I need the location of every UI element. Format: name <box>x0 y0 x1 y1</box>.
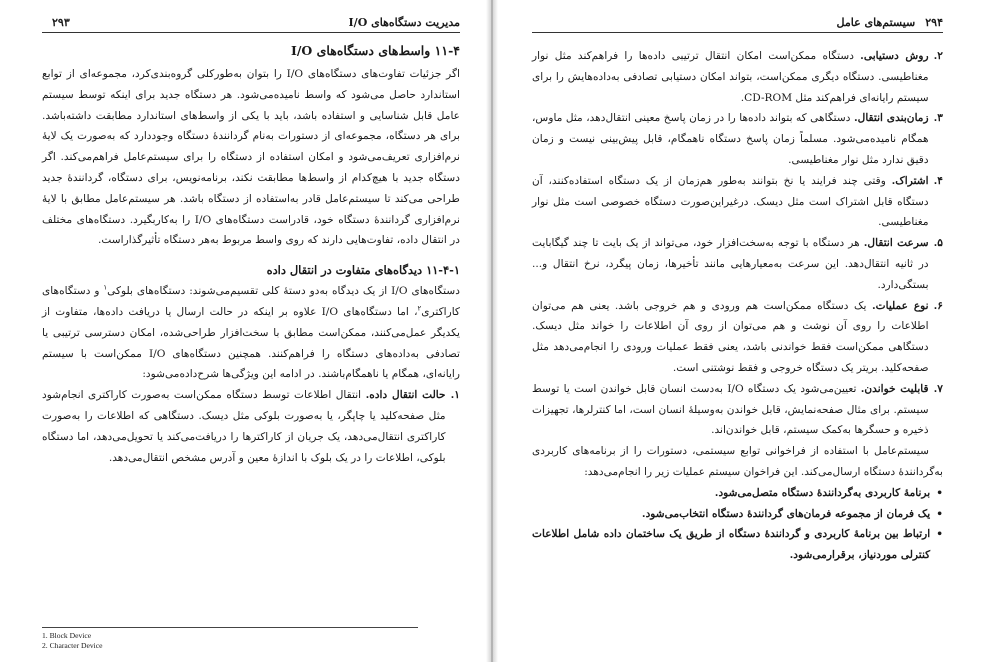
bullet-icon: • <box>936 528 943 541</box>
item-text <box>42 385 446 468</box>
right-header-title: سیستم‌های عامل <box>836 15 916 29</box>
subsection-paragraph-part1: دستگاه‌های I/O از یک دیدگاه به‌دو دستهٔ کلی تقسیم‌می‌شوند: دستگاه‌های بلوکی <box>107 285 460 298</box>
footnote-ref-1: ۱ <box>103 283 108 292</box>
bullet-item <box>532 483 943 504</box>
item-heading: اشتراک. <box>891 174 929 187</box>
item-heading: نوع عملیات. <box>871 299 929 312</box>
item-body: وقتی چند فرایند یا نخ بتوانند به‌طور هم‌زمان از یک دستگاه استفاده‌کنند، آن دستگاه قابل اشتراک است مثل دیسک. درغیراین‌صورت دستگاه خصوصی است مثل نوار مغناطیسی. <box>532 174 929 229</box>
item-body: دستگاهی که بتواند داده‌ها را در زمان پاسخ معینی انتقال‌دهد، مثل ماوس، همگام نامیده‌می‌شود. مسلماً زمان پاسخ دستگاه ناهمگام، قابل پیش‌بینی نیست و زمان دقیق ندارد مثل نوار مغناطیسی. <box>532 112 929 166</box>
numbered-item-4 <box>532 171 943 233</box>
item-body: انتقال اطلاعات توسط دستگاه ممکن‌است به‌صورت کاراکتری انجام‌شود مثل صفحه‌کلید یا چاپگر، یا به‌صورت بلوکی مثل دیسک. دستگاهی که اطلاعات را به‌صورت کاراکتری انتقال‌می‌دهد، یک جریان از کاراکترها را دریافت‌می‌کند یا تحویل‌می‌دهد، اما دستگاه بلوکی، اطلاعات را در یک بلوک با اندازهٔ معین و آدرس مشخص انتقال‌می‌دهد. <box>42 389 446 464</box>
numbered-item-2 <box>532 46 943 108</box>
section-title: ۱۱-۴ واسط‌های دستگاه‌های I/O <box>290 43 460 58</box>
right-header-rule <box>532 32 943 33</box>
numbered-list <box>532 46 943 441</box>
item-number: ۷. <box>933 382 943 395</box>
right-page-header <box>532 12 943 32</box>
right-page-body <box>532 46 943 566</box>
item-body: دستگاه ممکن‌است امکان انتقال ترتیبی داده‌ها را فراهم‌کند مثل نوار مغناطیسی. دستگاه دیگری ممکن‌است، بتواند امکان دستیابی تصادفی به‌داده‌هایش را برای سیستم رایانه‌ای فراهم‌کند مثل CD-ROM. <box>532 50 929 104</box>
numbered-item-6 <box>532 296 943 379</box>
item-text <box>532 171 929 233</box>
item-heading: روش دستیابی. <box>860 50 929 62</box>
numbered-item-5 <box>532 233 943 295</box>
item-body: هر دستگاه با توجه به‌سخت‌افزار خود، می‌تواند از یک بایت تا چند گیگابایت در ثانیه انتقال‌دهد. این سرعت به‌معیارهایی مانند تأخیرها، زمان پیگرد، نرخ انتقال و... بستگی‌دارد. <box>532 237 929 291</box>
right-page <box>496 0 981 662</box>
footnotes <box>42 631 103 650</box>
subsection-paragraph <box>42 281 460 385</box>
bullet-text: برنامهٔ کاربردی به‌گردانندهٔ دستگاه متصل‌می‌شود. <box>714 486 931 499</box>
left-page-header <box>42 12 460 32</box>
item-heading: زمان‌بندی انتقال. <box>853 112 929 125</box>
bullet-text: یک فرمان از مجموعه فرمان‌های گردانندهٔ دستگاه انتخاب‌می‌شود. <box>641 507 931 520</box>
footnote-2: 2. Character Device <box>42 640 103 650</box>
subsection-paragraph-part2: و دستگاه‌های کاراکتری <box>42 285 460 318</box>
footnote-ref-2: ۲ <box>417 304 422 313</box>
bullet-item <box>532 504 943 525</box>
item-heading: قابلیت خواندن. <box>860 382 929 395</box>
numbered-item-1 <box>42 385 460 468</box>
item-heading: حالت انتقال داده. <box>365 389 446 402</box>
item-text <box>532 233 929 295</box>
numbered-item-3 <box>532 108 943 170</box>
footnote-rule <box>42 627 418 628</box>
item-number: ۳. <box>933 112 943 125</box>
item-body: یک دستگاه ممکن‌است هم ورودی و هم خروجی باشد. یعنی هم می‌توان اطلاعات را روی آن نوشت و هم می‌توان از روی آن اطلاعات را خواند مثل دیسک. دستگاهی ممکن‌است فقط خواندنی باشد، یعنی فقط عملیات ورودی را انجام‌می‌دهد مثل صفحه‌کلید. بریتر یک دستگاه خروجی و فقط نوشتنی است. <box>532 299 929 374</box>
subsection-paragraph-part3: ، اما دستگاه‌های I/O علاوه بر اینکه در حالت ارسال یا دریافت داده‌ها، متفاوت از یکدیگر عمل‌می‌کنند، ممکن‌است مطابق با سخت‌افزار طراحی‌شده، امکان دسترسی ترتیبی یا تصادفی به‌داده‌های دستگاه را فراهم‌کنند. همچنین دستگاه‌های I/O ممکن‌است با سیستم رایانه‌ای، همگام یا ناهمگام‌باشند. در ادامه این ویژگی‌ها شرح‌داده‌می‌شود: <box>42 305 460 381</box>
left-header-title: مدیریت دستگاه‌های I/O <box>348 15 460 29</box>
closing-paragraph: سیستم‌عامل با استفاده از فراخوانی توابع سیستمی، دستورات را از برنامه‌های کاربردی به‌گردانندهٔ دستگاه ارسال‌می‌کند. این فراخوان سیستم عملیات زیر را انجام‌می‌دهد: <box>532 445 943 478</box>
right-page-number: ۲۹۴ <box>925 15 943 29</box>
item-number: ۴. <box>933 174 943 187</box>
bullet-list <box>532 483 943 566</box>
item-text <box>532 46 929 108</box>
item-number: ۲. <box>933 50 943 62</box>
left-page-body <box>42 40 460 468</box>
footnote-1: 1. Block Device <box>42 631 92 640</box>
item-number: ۱. <box>450 389 460 402</box>
item-body: تعیین‌می‌شود یک دستگاه I/O به‌دست انسان قابل خواندن است یا توسط سیستم. برای مثال صفحه‌نمایش، قابل خواندن به‌وسیلهٔ انسان است، اما کنترلرها، تجهیزات ذخیره و حسگرها به‌کمک سیستم، قابل خواندن‌اند. <box>532 382 929 437</box>
left-page-number: ۲۹۳ <box>52 15 70 29</box>
bullet-icon: • <box>936 486 943 499</box>
item-number: ۶. <box>933 299 943 312</box>
bullet-text: ارتباط بین برنامهٔ کاربردی و گردانندهٔ دستگاه از طریق یک ساختمان داده شامل اطلاعات کنترلی موردنیاز، برقرارمی‌شود. <box>532 528 931 562</box>
left-header-rule <box>42 32 460 33</box>
left-page <box>0 0 488 662</box>
subsection-title: ۱۱-۴-۱ دیدگاه‌های متفاوت در انتقال داده <box>266 263 460 278</box>
item-number: ۵. <box>933 237 943 250</box>
bullet-icon: • <box>936 507 943 520</box>
item-heading: سرعت انتقال. <box>863 237 929 250</box>
bullet-item <box>532 524 943 566</box>
item-text <box>532 379 929 441</box>
item-text <box>532 108 929 170</box>
numbered-item-7 <box>532 379 943 441</box>
item-text <box>532 296 929 379</box>
section-paragraph: اگر جزئیات تفاوت‌های دستگاه‌های I/O را بتوان به‌طورکلی گروه‌بندی‌کرد، مجموعه‌ای از توابع استاندارد حاصل می‌شود که واسط نامیده‌می‌شود. هر دستگاه جدید برای اینکه توسط سیستم عامل قابل شناسایی و استفاده باشد، باید با یکی از واسط‌های استاندارد مطابقت داشته‌باشد. برای هر دستگاه، مجموعه‌ای از دستورات به‌نام گردانندهٔ دستگاه وجوددارد که به‌صورت یک لایهٔ نرم‌افزاری تعریف‌می‌شود و امکان استفاده از دستگاه را برای سیستم‌عامل فراهم‌می‌کند. اگر دستگاه جدید با هیچ‌کدام از واسط‌ها مطابقت نکند، برنامه‌نویس، برای دستگاه، گردانندهٔ جدید طراحی می‌کند تا سیستم‌عامل قادر به‌استفاده از دستگاه باشد. هر سیستم‌عامل مطابق با لایهٔ نرم‌افزاری گردانندهٔ دستگاه خود، قادراست دستگاه‌های I/O را به‌کاربگیرد. دستگاه‌های مختلف در انتقال داده، تفاوت‌هایی دارند که روی واسط مربوط به‌هر دستگاه تأثیرگذاراست. <box>42 68 460 247</box>
